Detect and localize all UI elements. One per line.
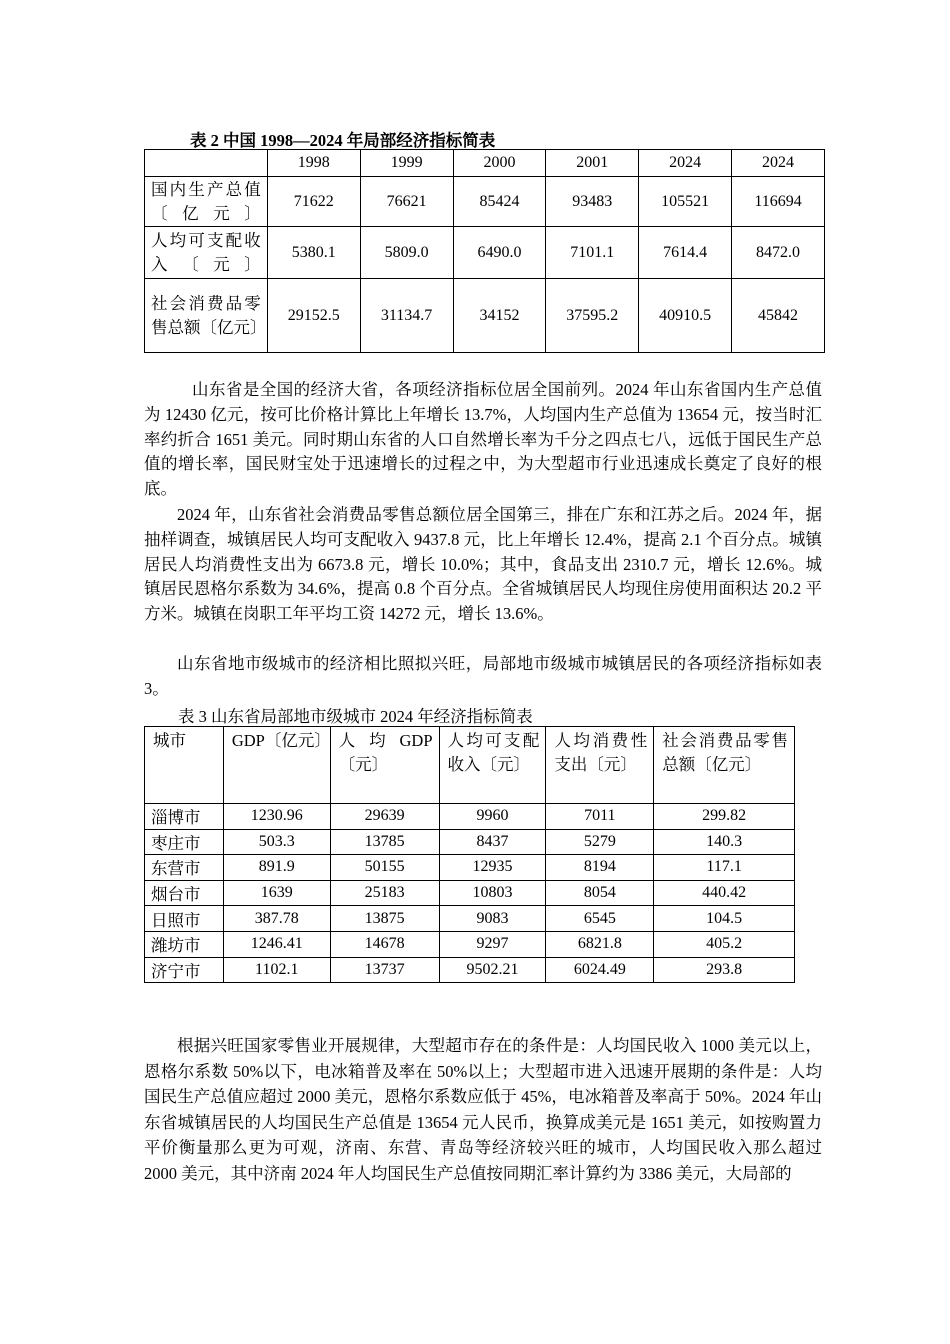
column-header: 人均可支配收入〔元〕 bbox=[439, 727, 546, 804]
table-cell: 37595.2 bbox=[546, 279, 639, 353]
table-cell: 93483 bbox=[546, 177, 639, 227]
table-cell: 85424 bbox=[453, 177, 546, 227]
table-cell: 1230.96 bbox=[223, 804, 330, 830]
table-cell: 8472.0 bbox=[732, 227, 825, 279]
table-row bbox=[145, 931, 795, 957]
table-cell: 50155 bbox=[330, 855, 439, 881]
city-name: 淄博市 bbox=[145, 804, 224, 830]
year-header: 2024 bbox=[639, 150, 732, 177]
city-name: 日照市 bbox=[145, 906, 224, 932]
table-cell: 34152 bbox=[453, 279, 546, 353]
table-header-row bbox=[145, 150, 825, 177]
table-cell: 5380.1 bbox=[267, 227, 360, 279]
table-cell: 9297 bbox=[439, 931, 546, 957]
table-row bbox=[145, 880, 795, 906]
table-cell: 117.1 bbox=[654, 855, 795, 881]
year-header: 1999 bbox=[360, 150, 453, 177]
city-name: 枣庄市 bbox=[145, 829, 224, 855]
table-cell: 1102.1 bbox=[223, 957, 330, 983]
table-cell: 405.2 bbox=[654, 931, 795, 957]
table3-caption: 表 3 山东省局部地市级城市 2024 年经济指标简表 bbox=[178, 707, 533, 726]
city-name: 烟台市 bbox=[145, 880, 224, 906]
table-cell: 104.5 bbox=[654, 906, 795, 932]
table-cell: 5279 bbox=[546, 829, 654, 855]
table-cell: 1639 bbox=[223, 880, 330, 906]
table-cell: 293.8 bbox=[654, 957, 795, 983]
table-cell: 8194 bbox=[546, 855, 654, 881]
table-cell: 299.82 bbox=[654, 804, 795, 830]
table-cell: 40910.5 bbox=[639, 279, 732, 353]
paragraph-consumption: 2024 年，山东省社会消费品零售总额位居全国第三，排在广东和江苏之后。2024 年，据抽样调查，城镇居民人均可支配收入 9437.8 元，比上年增长 12.4%，提高 2.1 个百分点。城镇居民人均消费性支出为 6673.8 元，增长 10.0%；其中，食品支出 2310.7 元，增长 12.6%。城镇居民恩格尔系数为 34.6%，提高 0.8 个百分点。全省城镇居民人均现住房使用面积达 20.2 平方米。城镇在岗职工年平均工资 14272 元，增长 13.6%。 bbox=[144, 505, 822, 624]
column-header: GDP〔亿元〕 bbox=[223, 727, 330, 804]
table-cell: 14678 bbox=[330, 931, 439, 957]
city-name: 济宁市 bbox=[145, 957, 224, 983]
year-header: 1998 bbox=[267, 150, 360, 177]
table-cell: 9960 bbox=[439, 804, 546, 830]
row-label: 国内生产总值〔亿元〕 bbox=[145, 177, 268, 227]
table-cell: 10803 bbox=[439, 880, 546, 906]
city-name: 东营市 bbox=[145, 855, 224, 881]
table-cell: 6821.8 bbox=[546, 931, 654, 957]
table-cell: 9083 bbox=[439, 906, 546, 932]
table-cell: 891.9 bbox=[223, 855, 330, 881]
table-cell: 116694 bbox=[732, 177, 825, 227]
table-cell: 12935 bbox=[439, 855, 546, 881]
table-cell: 29639 bbox=[330, 804, 439, 830]
paragraph-city-intro: 山东省地市级城市的经济相比照拟兴旺，局部地市级城市城镇居民的各项经济指标如表 3。 bbox=[144, 654, 822, 698]
table-corner-cell bbox=[145, 150, 268, 177]
table-cell: 8437 bbox=[439, 829, 546, 855]
table-cell: 140.3 bbox=[654, 829, 795, 855]
table-cell: 6545 bbox=[546, 906, 654, 932]
table-national-indicators bbox=[144, 149, 825, 353]
table-row bbox=[145, 177, 825, 227]
table-city-indicators bbox=[144, 726, 795, 983]
table-cell: 31134.7 bbox=[360, 279, 453, 353]
table-cell: 7614.4 bbox=[639, 227, 732, 279]
city-name: 潍坊市 bbox=[145, 931, 224, 957]
table-cell: 76621 bbox=[360, 177, 453, 227]
table-cell: 6024.49 bbox=[546, 957, 654, 983]
column-header: 城市 bbox=[145, 727, 224, 804]
paragraph-retail-conditions: 根据兴旺国家零售业开展规律，大型超市存在的条件是：人均国民收入 1000 美元以上，恩格尔系数 50%以下，电冰箱普及率在 50%以上；大型超市进入迅速开展期的条件是：人均国民生产总值应超过 2000 美元，恩格尔系数应低于 45%，电冰箱普及率高于 50%。2024 年山东省城镇居民的人均国民生产总值是 13654 元人民币，换算成美元是 1651 美元，如按购置力平价衡量那么更为可观，济南、东营、青岛等经济较兴旺的城市，人均国民收入那么超过 2000 美元，其中济南 2024 年人均国民生产总值按同期汇率计算约为 3386 美元，大局部的 bbox=[144, 1036, 823, 1183]
table-row bbox=[145, 804, 795, 830]
paragraph-shandong-economy: 山东省是全国的经济大省，各项经济指标位居全国前列。2024 年山东省国内生产总值为 12430 亿元，按可比价格计算比上年增长 13.7%，人均国内生产总值为 13654 元，按当时汇率约折合 1651 美元。同时期山东省的人口自然增长率为千分之四点七八，远低于国民生产总值的增长率，国民财宝处于迅速增长的过程之中，为大型超市行业迅速成长奠定了良好的根底。 bbox=[144, 380, 822, 499]
table-row bbox=[145, 279, 825, 353]
row-label: 社会消费品零售总额〔亿元〕 bbox=[145, 279, 268, 353]
column-header: 人均GDP〔元〕 bbox=[330, 727, 439, 804]
table-cell: 13785 bbox=[330, 829, 439, 855]
year-header: 2024 bbox=[732, 150, 825, 177]
table-cell: 71622 bbox=[267, 177, 360, 227]
table2-caption: 表 2 中国 1998—2024 年局部经济指标简表 bbox=[190, 131, 496, 150]
row-label: 人均可支配收入〔元〕 bbox=[145, 227, 268, 279]
table-cell: 29152.5 bbox=[267, 279, 360, 353]
year-header: 2001 bbox=[546, 150, 639, 177]
table-row bbox=[145, 906, 795, 932]
table-cell: 1246.41 bbox=[223, 931, 330, 957]
year-header: 2000 bbox=[453, 150, 546, 177]
table-cell: 13737 bbox=[330, 957, 439, 983]
column-header: 人均消费性支出〔元〕 bbox=[546, 727, 654, 804]
table-row bbox=[145, 227, 825, 279]
table-cell: 13875 bbox=[330, 906, 439, 932]
table-cell: 440.42 bbox=[654, 880, 795, 906]
table-cell: 9502.21 bbox=[439, 957, 546, 983]
table-row bbox=[145, 855, 795, 881]
table-cell: 25183 bbox=[330, 880, 439, 906]
table-cell: 45842 bbox=[732, 279, 825, 353]
table-cell: 7011 bbox=[546, 804, 654, 830]
table-row bbox=[145, 829, 795, 855]
table-cell: 6490.0 bbox=[453, 227, 546, 279]
table-cell: 105521 bbox=[639, 177, 732, 227]
table-cell: 387.78 bbox=[223, 906, 330, 932]
table-cell: 7101.1 bbox=[546, 227, 639, 279]
table-cell: 5809.0 bbox=[360, 227, 453, 279]
table-cell: 503.3 bbox=[223, 829, 330, 855]
table-row bbox=[145, 957, 795, 983]
table-cell: 8054 bbox=[546, 880, 654, 906]
table-header-row bbox=[145, 727, 795, 804]
column-header: 社会消费品零售总额〔亿元〕 bbox=[654, 727, 795, 804]
